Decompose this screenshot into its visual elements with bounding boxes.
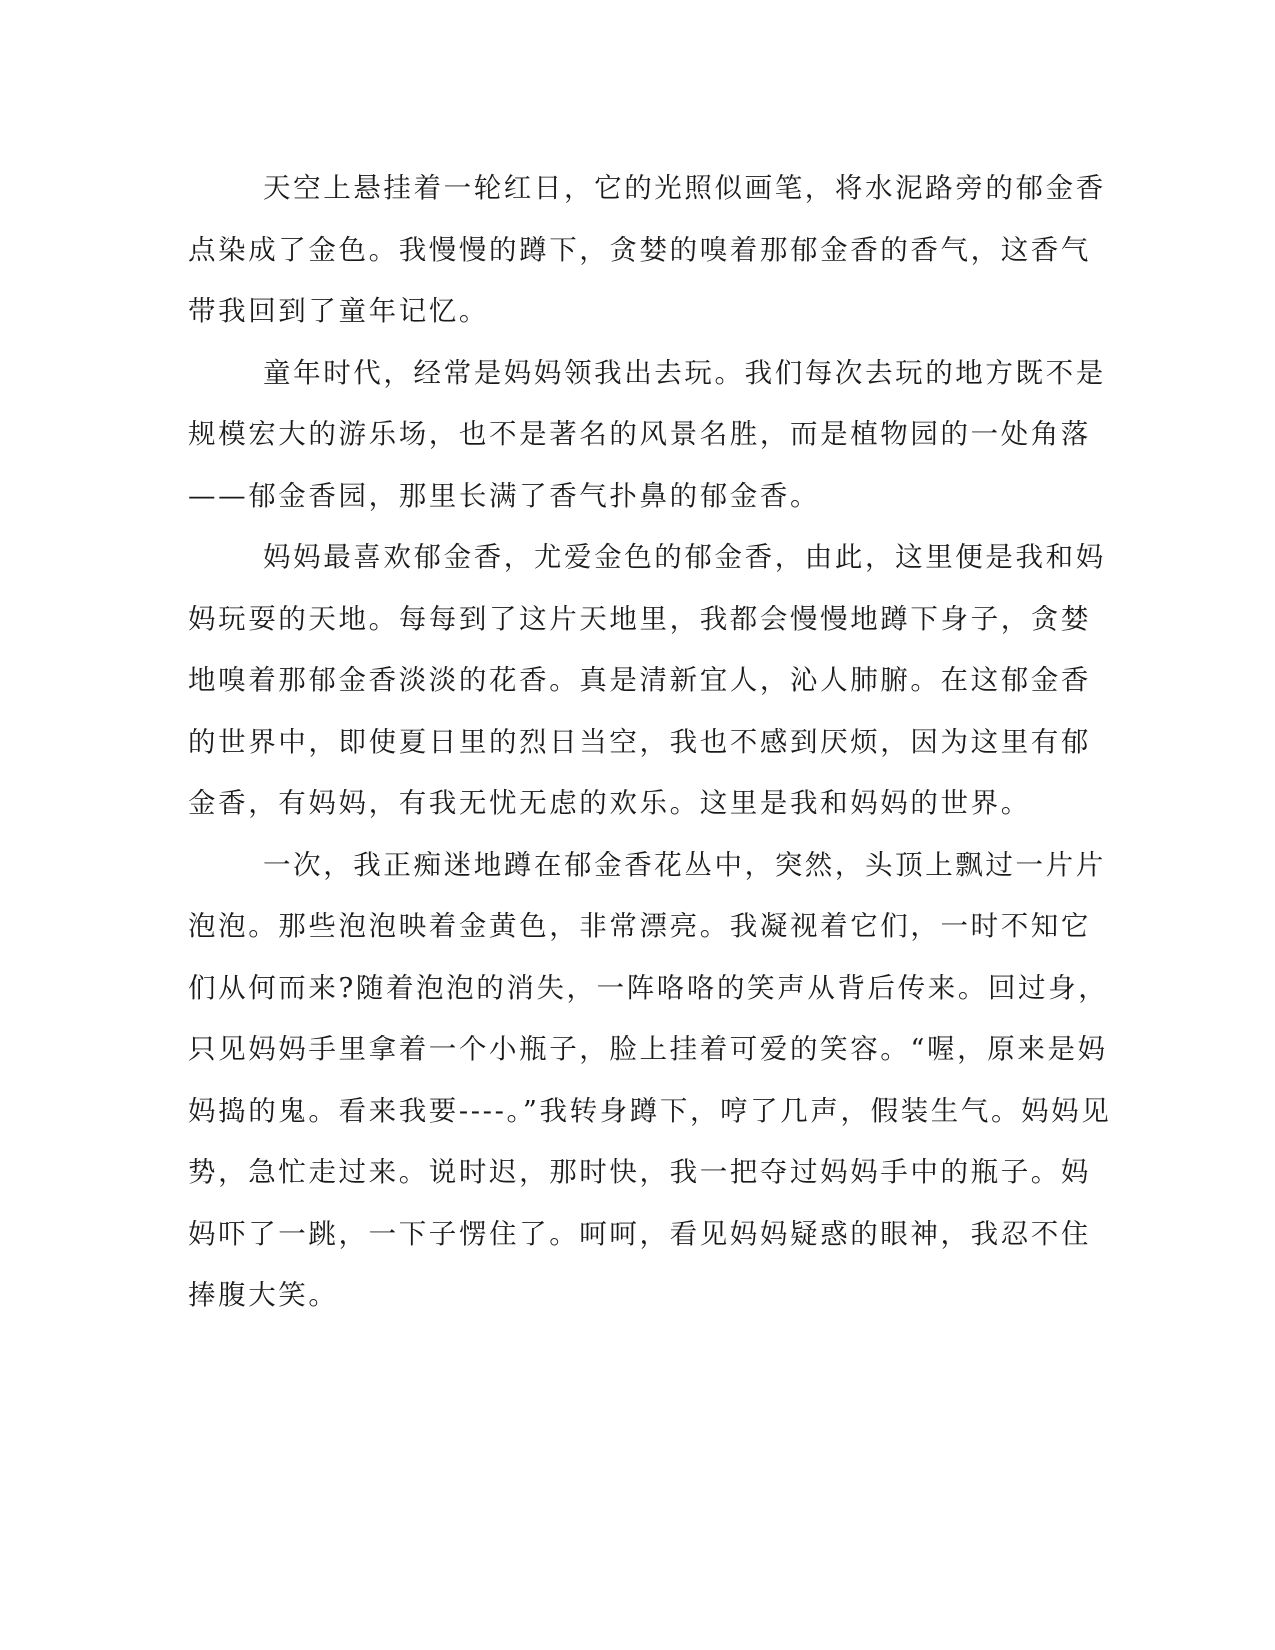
text-line: 泡泡。那些泡泡映着金黄色，非常漂亮。我凝视着它们，一时不知它 [188,910,1091,942]
text-line: 妈妈最喜欢郁金香，尤爱金色的郁金香，由此，这里便是我和妈 [263,541,1106,573]
text-line: 天空上悬挂着一轮红日，它的光照似画笔，将水泥路旁的郁金香 [263,172,1106,204]
paragraph-1 [188,158,1106,343]
text-line: 妈吓了一跳，一下子愣住了。呵呵，看见妈妈疑惑的眼神，我忍不住 [188,1217,1091,1250]
body-text [188,158,1112,1327]
text-line: 规模宏大的游乐场，也不是著名的风景名胜，而是植物园的一处角落 [188,418,1091,450]
paragraph-4 [188,835,1112,1327]
text-line: ——郁金香园，那里长满了香气扑鼻的郁金香。 [188,479,821,512]
text-line: 地嗅着那郁金香淡淡的花香。真是清新宜人，沁人肺腑。在这郁金香 [188,664,1091,696]
text-line: 妈捣的鬼。看来我要----。”我转身蹲下，哼了几声，假装生气。妈妈见 [188,1094,1112,1127]
text-line: 点染成了金色。我慢慢的蹲下，贪婪的嗅着那郁金香的香气，这香气 [188,233,1091,266]
text-line: 的世界中，即使夏日里的烈日当空，我也不感到厌烦，因为这里有郁 [188,725,1091,758]
text-line: 带我回到了童年记忆。 [188,295,489,327]
text-line: 妈玩耍的天地。每每到了这片天地里，我都会慢慢地蹲下身子，贪婪 [188,602,1091,635]
text-line: 金香，有妈妈，有我无忧无虑的欢乐。这里是我和妈妈的世界。 [188,787,1031,819]
text-line: 势，急忙走过来。说时迟，那时快，我一把夺过妈妈手中的瓶子。妈 [188,1156,1091,1188]
paragraph-3 [188,527,1106,835]
text-line: 童年时代，经常是妈妈领我出去玩。我们每次去玩的地方既不是 [263,356,1106,389]
paragraph-2 [188,343,1106,528]
text-line: 只见妈妈手里拿着一个小瓶子，脸上挂着可爱的笑容。“喔，原来是妈 [188,1033,1108,1065]
text-line: 捧腹大笑。 [188,1279,339,1311]
text-line: 们从何而来?随着泡泡的消失，一阵咯咯的笑声从背后传来。回过身， [188,971,1109,1004]
text-line: 一次，我正痴迷地蹲在郁金香花丛中，突然，头顶上飘过一片片 [263,848,1106,881]
